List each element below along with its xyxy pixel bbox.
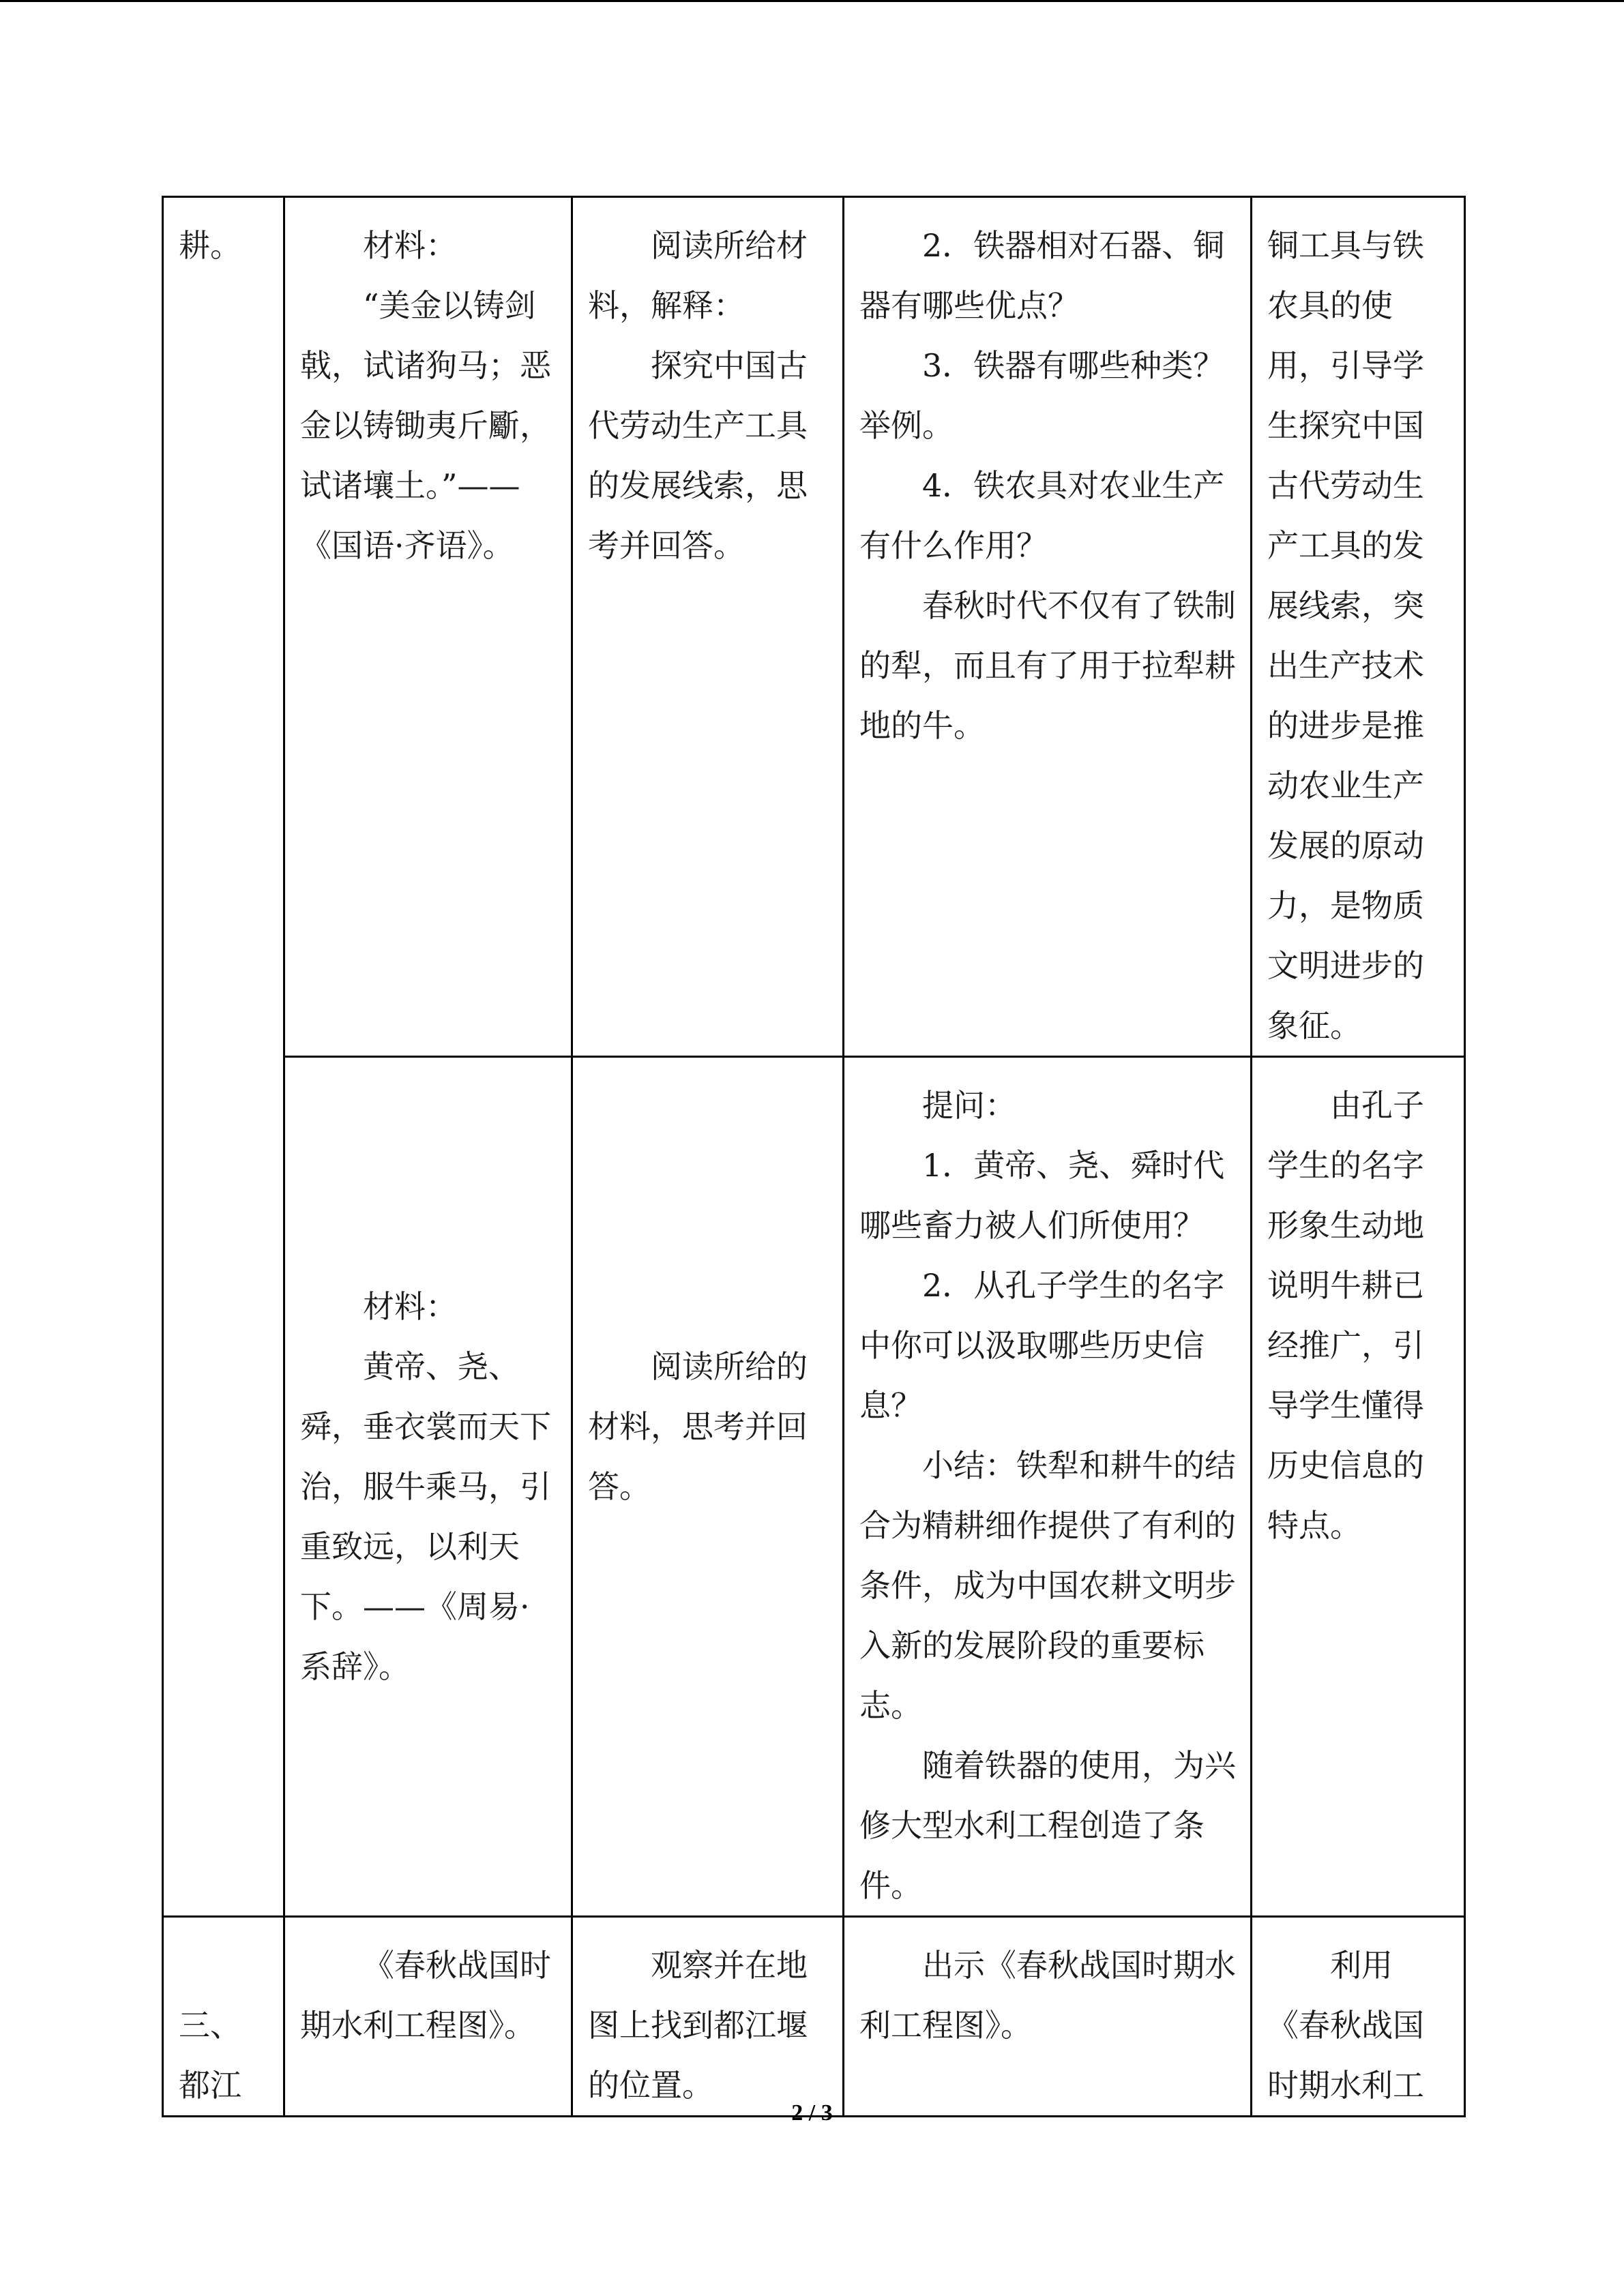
design-intent-text: 利用《春秋战国时期水利工 — [1267, 1947, 1424, 2104]
material-text: 黄帝、尧、舜，垂衣裳而天下治，服牛乘马，引重致远，以利天下。——《周易·系辞》。 — [300, 1348, 551, 1685]
table-row — [163, 1917, 1465, 2117]
student-activity-text: 阅读所给材料，解释： — [588, 227, 808, 324]
design-intent-text: 由孔子学生的名字形象生动地说明牛耕已经推广，引导学生懂得历史信息的特点。 — [1267, 1087, 1424, 1544]
material-heading: 材料： — [363, 227, 457, 264]
teacher-activity-cell — [844, 1917, 1252, 2117]
section-cell — [163, 1917, 284, 2117]
student-activity-cell — [572, 197, 844, 1057]
material-cell — [284, 1057, 572, 1917]
design-intent-cell — [1252, 1917, 1465, 2117]
transition-text: 随着铁器的使用，为兴修大型水利工程创造了条件。 — [859, 1747, 1236, 1904]
question-heading: 提问： — [922, 1087, 1016, 1124]
material-text: 《春秋战国时期水利工程图》。 — [300, 1947, 551, 2044]
summary-text: 小结：铁犁和耕牛的结合为精耕细作提供了有利的条件，成为中国农耕文明步入新的发展阶段的重要标志。 — [859, 1447, 1236, 1724]
student-activity-text: 观察并在地图上找到都江堰的位置。 — [588, 1947, 808, 2104]
student-activity-text: 探究中国古代劳动生产工具的发展线索，思考并回答。 — [588, 347, 808, 564]
section-label: 耕。 — [179, 227, 241, 264]
material-cell — [284, 1917, 572, 2117]
teacher-note-text: 春秋时代不仅有了铁制的犁，而且有了用于拉犁耕地的牛。 — [859, 587, 1236, 744]
student-activity-cell — [572, 1917, 844, 2117]
question-text: 2．铁器相对石器、铜器有哪些优点？ — [859, 227, 1225, 324]
material-cell — [284, 197, 572, 1057]
material-heading: 材料： — [363, 1288, 457, 1325]
teacher-activity-cell — [844, 1057, 1252, 1917]
lesson-plan-table — [162, 196, 1466, 2117]
teacher-activity-text: 出示《春秋战国时期水利工程图》。 — [859, 1947, 1236, 2044]
table-row — [163, 197, 1465, 1057]
top-border-line — [0, 0, 1624, 2]
material-text: “美金以铸剑戟，试诸狗马；恶金以铸锄夷斤斸，试诸壤土。”——《国语·齐语》。 — [300, 287, 551, 564]
section-cell — [163, 197, 284, 1917]
design-intent-cell — [1252, 197, 1465, 1057]
question-text: 3．铁器有哪些种类？举例。 — [859, 347, 1225, 444]
table-row — [163, 1057, 1465, 1917]
page-number: 2 / 3 — [791, 2100, 833, 2126]
question-text: 2．从孔子学生的名字中你可以汲取哪些历史信息？ — [859, 1267, 1225, 1424]
student-activity-cell — [572, 1057, 844, 1917]
student-activity-text: 阅读所给的材料，思考并回答。 — [588, 1348, 808, 1505]
design-intent-text: 铜工具与铁农具的使用，引导学生探究中国古代劳动生产工具的发展线索，突出生产技术的进步是推动农业生产发展的原动力，是物质文明进步的象征。 — [1267, 227, 1424, 1044]
question-text: 4．铁农具对农业生产有什么作用？ — [859, 467, 1225, 564]
design-intent-cell — [1252, 1057, 1465, 1917]
section-label: 三、都江 — [179, 2007, 241, 2104]
question-text: 1．黄帝、尧、舜时代哪些畜力被人们所使用？ — [859, 1147, 1225, 1244]
teacher-activity-cell — [844, 197, 1252, 1057]
